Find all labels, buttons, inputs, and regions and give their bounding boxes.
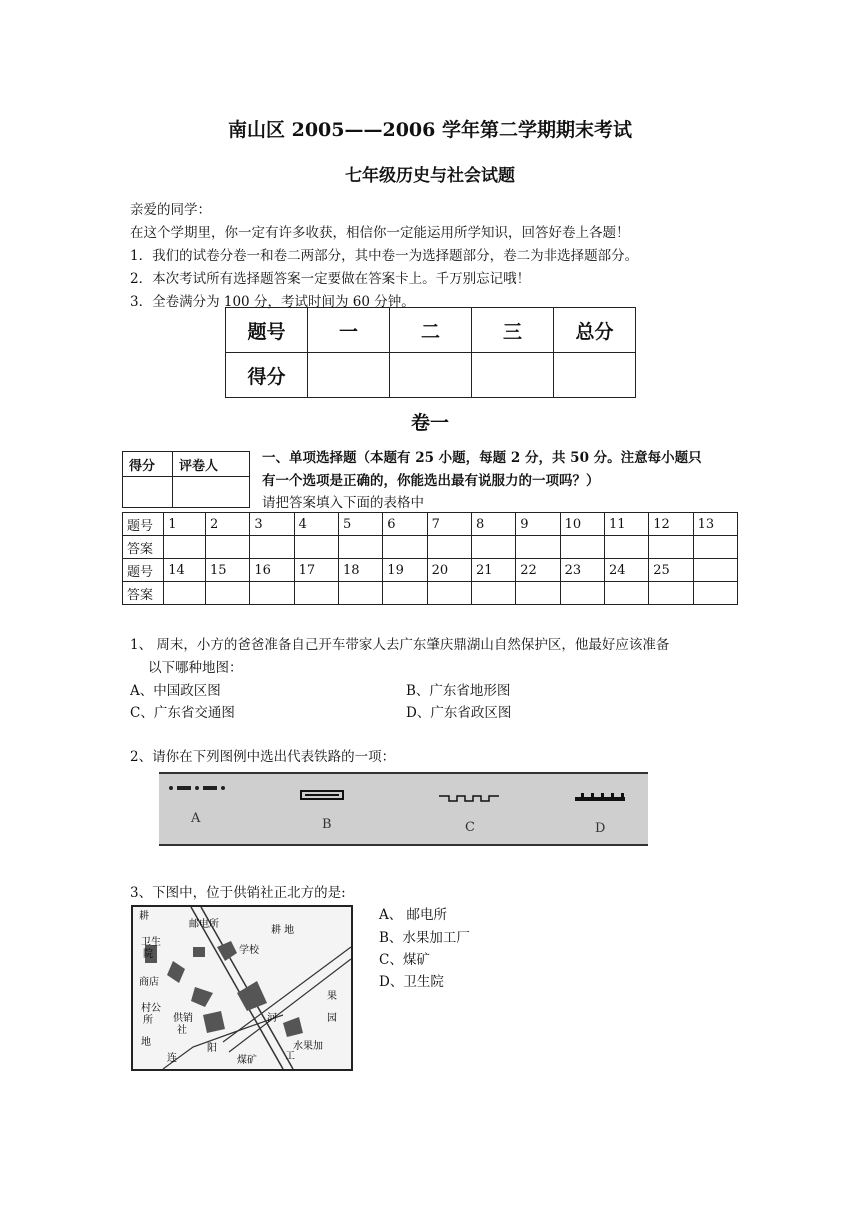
legend-c-symbol bbox=[439, 796, 499, 801]
map-label: 水果加 bbox=[293, 1041, 323, 1052]
grader-name-cell[interactable] bbox=[173, 477, 250, 508]
q3-option-c[interactable]: C、煤矿 bbox=[379, 952, 430, 968]
map-label: 社 bbox=[177, 1025, 187, 1036]
legend-label-b: B bbox=[322, 817, 332, 832]
answer-cell[interactable] bbox=[516, 536, 560, 559]
q1-option-c[interactable]: C、广东省交通图 bbox=[130, 705, 235, 721]
map-label: 阳 bbox=[207, 1043, 217, 1054]
answer-cell[interactable] bbox=[338, 536, 382, 559]
answer-number: 22 bbox=[516, 559, 560, 582]
q1-option-a[interactable]: A、中国政区图 bbox=[130, 683, 221, 699]
q1-option-b[interactable]: B、广东省地形图 bbox=[406, 683, 511, 699]
exam-title: 南山区 2005——2006 学年第二学期期末考试 bbox=[228, 119, 632, 141]
map-label: 河 bbox=[267, 1013, 277, 1024]
answer-number: 25 bbox=[649, 559, 693, 582]
village-map bbox=[131, 905, 353, 1071]
answer-q-label: 题号 bbox=[123, 513, 164, 536]
score-cell[interactable] bbox=[472, 353, 554, 398]
q1-stem: 1、 周末，小方的爸爸准备自己开车带家人去广东肇庆鼎湖山自然保护区，他最好应该准备 bbox=[130, 637, 670, 653]
answer-number: 23 bbox=[560, 559, 604, 582]
q3-option-b[interactable]: B、水果加工厂 bbox=[379, 930, 470, 946]
answer-number bbox=[693, 559, 737, 582]
map-label: 院 bbox=[143, 949, 153, 960]
answer-number: 18 bbox=[338, 559, 382, 582]
answer-cell[interactable] bbox=[649, 536, 693, 559]
answer-number: 24 bbox=[604, 559, 648, 582]
grader-score-cell[interactable] bbox=[123, 477, 173, 508]
answer-number: 3 bbox=[250, 513, 294, 536]
score-header: 一 bbox=[308, 308, 390, 353]
legend-label-c: C bbox=[465, 820, 475, 835]
answer-cell[interactable] bbox=[294, 536, 338, 559]
answer-cell[interactable] bbox=[560, 582, 604, 605]
map-label: 工 bbox=[285, 1051, 295, 1062]
answer-number: 12 bbox=[649, 513, 693, 536]
answer-cell[interactable] bbox=[250, 536, 294, 559]
map-drawing bbox=[133, 907, 351, 1069]
intro-line: 1．我们的试卷分卷一和卷二两部分，其中卷一为选择题部分，卷二为非选择题部分。 bbox=[130, 248, 639, 264]
answer-cell[interactable] bbox=[250, 582, 294, 605]
answer-a-label: 答案 bbox=[123, 582, 164, 605]
map-label: 所 bbox=[143, 1015, 153, 1026]
answer-table bbox=[122, 512, 738, 605]
answer-number: 16 bbox=[250, 559, 294, 582]
answer-cell[interactable] bbox=[471, 536, 515, 559]
map-label: 邮电所 bbox=[189, 919, 219, 930]
answer-cell[interactable] bbox=[383, 536, 427, 559]
score-header: 三 bbox=[472, 308, 554, 353]
answer-number: 20 bbox=[427, 559, 471, 582]
answer-cell[interactable] bbox=[205, 582, 249, 605]
answer-cell[interactable] bbox=[205, 536, 249, 559]
q1-option-d[interactable]: D、广东省政区图 bbox=[406, 705, 512, 721]
map-label: 果 bbox=[327, 991, 337, 1002]
answer-number: 21 bbox=[471, 559, 515, 582]
answer-cell[interactable] bbox=[604, 536, 648, 559]
answer-cell[interactable] bbox=[649, 582, 693, 605]
map-label: 卫生 bbox=[141, 937, 161, 948]
answer-cell[interactable] bbox=[604, 582, 648, 605]
exam-subtitle: 七年级历史与社会试题 bbox=[345, 166, 515, 186]
map-label: 耕 地 bbox=[271, 925, 295, 936]
legend-label-a: A bbox=[191, 811, 201, 826]
map-label: 耕 bbox=[139, 911, 149, 922]
answer-number: 10 bbox=[560, 513, 604, 536]
q3-option-d[interactable]: D、卫生院 bbox=[379, 974, 444, 990]
answer-cell[interactable] bbox=[693, 536, 737, 559]
map-label: 煤矿 bbox=[237, 1055, 257, 1066]
q1-stem-cont: 以下哪种地图： bbox=[148, 660, 243, 676]
score-row-label: 得分 bbox=[226, 353, 308, 398]
score-cell[interactable] bbox=[390, 353, 472, 398]
answer-number: 15 bbox=[205, 559, 249, 582]
answer-cell[interactable] bbox=[427, 582, 471, 605]
answer-cell[interactable] bbox=[560, 536, 604, 559]
answer-cell[interactable] bbox=[164, 536, 206, 559]
answer-number: 13 bbox=[693, 513, 737, 536]
score-cell[interactable] bbox=[554, 353, 636, 398]
answer-q-label: 题号 bbox=[123, 559, 164, 582]
grader-table bbox=[122, 451, 250, 508]
answer-cell[interactable] bbox=[164, 582, 206, 605]
legend-d-symbol bbox=[575, 793, 625, 801]
score-header: 题号 bbox=[226, 308, 308, 353]
section-title: 卷一 bbox=[410, 412, 449, 434]
answer-cell[interactable] bbox=[383, 582, 427, 605]
answer-number: 6 bbox=[383, 513, 427, 536]
answer-number: 2 bbox=[205, 513, 249, 536]
answer-number: 1 bbox=[164, 513, 206, 536]
answer-cell[interactable] bbox=[294, 582, 338, 605]
answer-cell[interactable] bbox=[516, 582, 560, 605]
legend-symbols bbox=[159, 774, 648, 844]
score-header: 二 bbox=[390, 308, 472, 353]
answer-number: 7 bbox=[427, 513, 471, 536]
answer-cell[interactable] bbox=[338, 582, 382, 605]
section1-heading-cont: 有一个选项是正确的，你能选出最有说服力的一项吗？） bbox=[262, 473, 600, 489]
map-label: 商店 bbox=[139, 977, 159, 988]
grader-name-label: 评卷人 bbox=[173, 452, 250, 477]
score-table bbox=[225, 307, 636, 398]
map-label: 地 bbox=[141, 1037, 151, 1048]
score-cell[interactable] bbox=[308, 353, 390, 398]
answer-number: 9 bbox=[516, 513, 560, 536]
map-label: 连 bbox=[167, 1053, 177, 1064]
answer-cell[interactable] bbox=[693, 582, 737, 605]
intro-greeting: 亲爱的同学： bbox=[130, 202, 211, 218]
legend-b-symbol bbox=[301, 791, 343, 799]
intro-line: 3．全卷满分为 100 分，考试时间为 60 分钟。 bbox=[130, 294, 415, 310]
answer-cell[interactable] bbox=[471, 582, 515, 605]
score-header: 总分 bbox=[554, 308, 636, 353]
map-label: 园 bbox=[327, 1013, 337, 1024]
answer-number: 11 bbox=[604, 513, 648, 536]
answer-number: 4 bbox=[294, 513, 338, 536]
legend-label-d: D bbox=[595, 821, 606, 836]
answer-number: 8 bbox=[471, 513, 515, 536]
map-label: 村公 bbox=[141, 1003, 161, 1014]
answer-number: 14 bbox=[164, 559, 206, 582]
answer-number: 19 bbox=[383, 559, 427, 582]
map-legend-image bbox=[159, 772, 648, 846]
q3-stem: 3、下图中，位于供销社正北方的是: bbox=[130, 885, 346, 901]
q3-option-a[interactable]: A、 邮电所 bbox=[379, 907, 448, 923]
map-label: 学校 bbox=[239, 945, 259, 956]
intro-line: 2．本次考试所有选择题答案一定要做在答案卡上。千万别忘记哦！ bbox=[130, 271, 531, 287]
legend-a-symbol bbox=[169, 786, 225, 790]
answer-a-label: 答案 bbox=[123, 536, 164, 559]
intro-line: 在这个学期里，你一定有许多收获，相信你一定能运用所学知识，回答好卷上各题！ bbox=[130, 225, 630, 241]
section1-heading: 一、单项选择题（本题有 25 小题，每题 2 分，共 50 分。注意每小题只 bbox=[262, 450, 702, 466]
grader-score-label: 得分 bbox=[123, 452, 173, 477]
q2-stem: 2、请你在下列图例中选出代表铁路的一项： bbox=[130, 749, 396, 765]
answer-number: 5 bbox=[338, 513, 382, 536]
answer-number: 17 bbox=[294, 559, 338, 582]
map-label: 供销 bbox=[173, 1013, 193, 1024]
answer-instruction: 请把答案填入下面的表格中 bbox=[262, 495, 424, 511]
answer-cell[interactable] bbox=[427, 536, 471, 559]
